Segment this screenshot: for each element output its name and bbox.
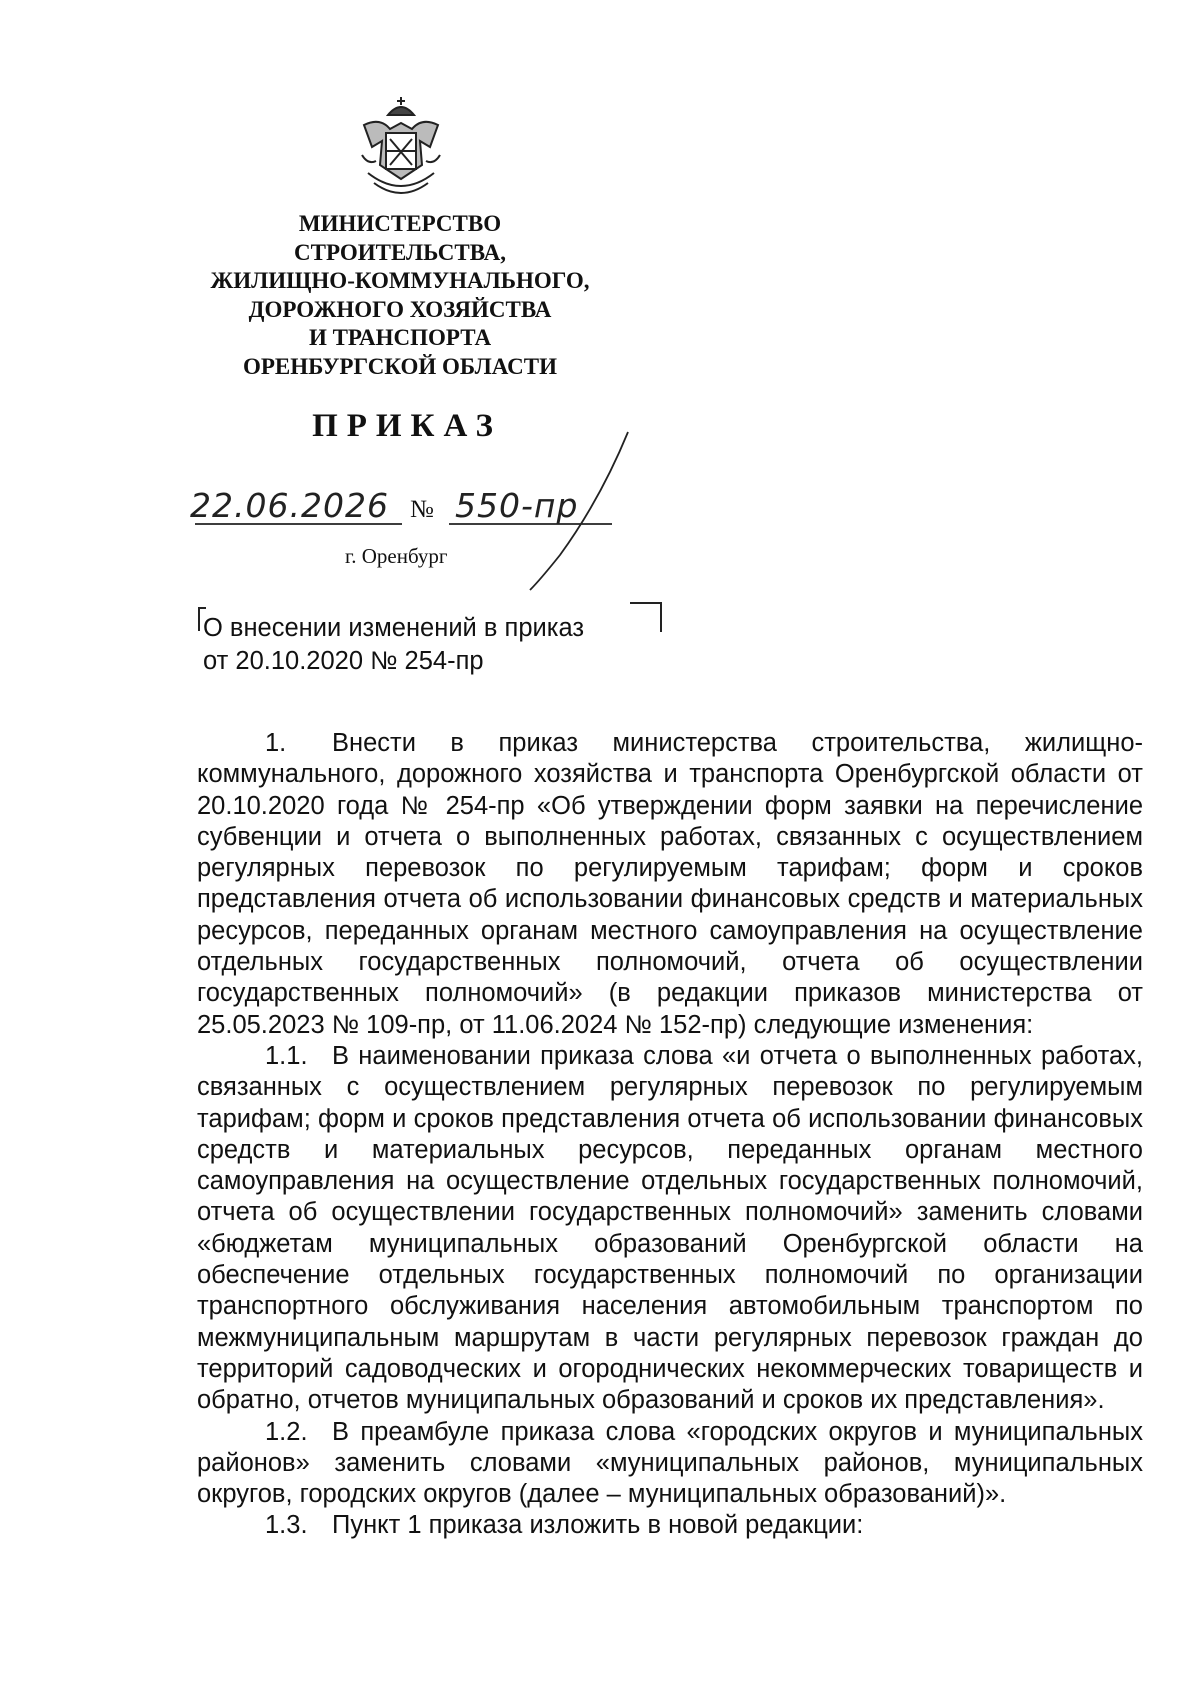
paragraph [197, 1510, 1143, 1541]
order-number: 550-пр [455, 486, 579, 525]
document-type-title: ПРИКАЗ [312, 408, 502, 444]
paragraph [197, 728, 1143, 1041]
coat-of-arms-emblem [360, 95, 442, 203]
ministry-line: СТРОИТЕЛЬСТВА, [294, 239, 506, 265]
ministry-line: ЖИЛИЩНО-КОММУНАЛЬНОГО, [210, 268, 590, 294]
ministry-line: ОРЕНБУРГСКОЙ ОБЛАСТИ [242, 353, 558, 379]
ministry-line: ДОРОЖНОГО ХОЗЯЙСТВА [248, 296, 552, 322]
paragraph-text: В преамбуле приказа слова «городских округов и муниципальных районов» заменить словами «муниципальных районов, муниципальных округов, городских округов (далее – муниципальных образований)». [197, 1417, 1143, 1509]
paragraph [197, 1417, 1143, 1511]
paragraph-number: 1.3. [265, 1511, 308, 1540]
paragraph-number: 1.2. [265, 1417, 308, 1446]
ministry-line: И ТРАНСПОРТА [308, 325, 492, 351]
subject-line: от 20.10.2020 № 254-пр [203, 647, 484, 675]
paragraph-text: Внести в приказ министерства строительства, жилищно-коммунального, дорожного хозяйства и транспорта Оренбургской области от 20.10.2020 года № 254-пр «Об утверждении форм заявки на перечисление субвенции и отчета о выполненных работах, связанных с осуществлением регулярных перевозок по регулируемым тарифам; форм и сроков представления отчета об использовании финансовых средств и материальных ресурсов, переданных органам местного самоуправления на осуществление отдельных государственных полномочий, отчета об осуществлении государственных полномочий» (в редакции приказов министерства от 25.05.2023 № 109-пр, от 11.06.2024 № 152-пр) следующие изменения: [197, 729, 1143, 1039]
paragraph-text: Пункт 1 приказа изложить в новой редакции: [332, 1511, 864, 1540]
subject-bracket-right [630, 602, 662, 632]
number-sign: № [410, 496, 434, 523]
paragraph-text: В наименовании приказа слова «и отчета о выполненных работах, связанных с осуществлением регулярных перевозок по регулируемым тарифам; форм и сроков представления отчета об использовании финансовых средств и материальных ресурсов, переданных органам местного самоуправления на осуществление отдельных государственных полномочий, отчета об осуществлении государственных полномочий» заменить словами «бюджетам муниципальных образований Оренбургской области на обеспечение отдельных государственных полномочий по организации транспортного обслуживания населения автомобильным транспортом по межмуниципальным маршрутам в части регулярных перевозок граждан до территорий садоводческих и огороднических некоммерческих товариществ и обратно, отчетов муниципальных образований и сроков их представления». [197, 1041, 1143, 1415]
subject-line: О внесении изменений в приказ [203, 614, 585, 642]
paragraph [197, 1041, 1143, 1417]
ministry-name [180, 210, 620, 382]
city-label: г. Оренбург [345, 544, 448, 568]
document-body [197, 728, 1143, 1542]
paragraph-number: 1.1. [265, 1041, 308, 1070]
order-date: 22.06.2026 [190, 486, 389, 525]
document-subject [203, 612, 584, 678]
paragraph-number: 1. [265, 729, 287, 757]
ministry-line: МИНИСТЕРСТВО [298, 211, 502, 236]
